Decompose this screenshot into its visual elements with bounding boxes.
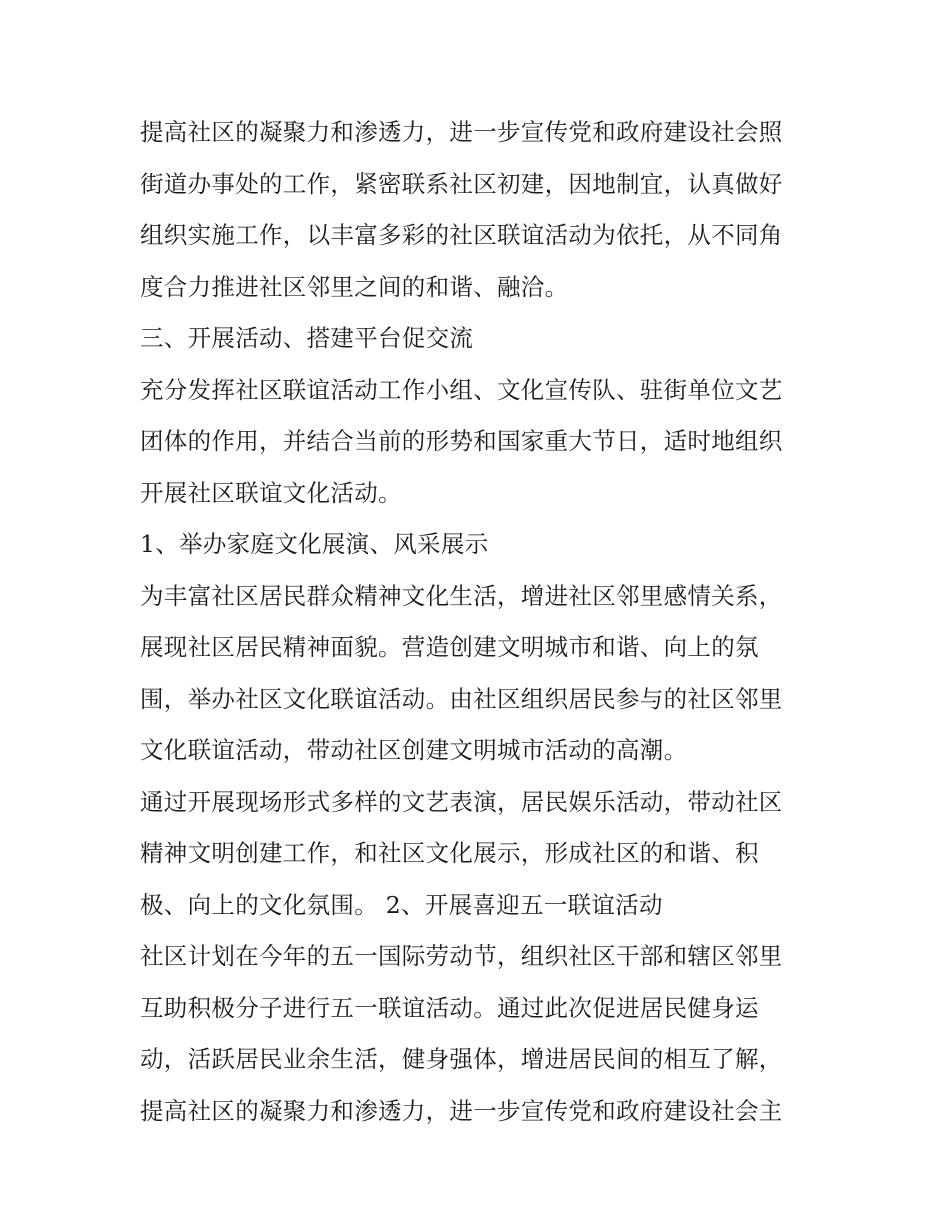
text-line: 动，活跃居民业余生活，健身强体，增进居民间的相互了解，: [140, 1045, 783, 1073]
text-line: 通过开展现场形式多样的文艺表演，居民娱乐活动，带动社区: [140, 787, 783, 816]
text-line: 文化联谊活动，带动社区创建文明城市活动的高潮。: [140, 736, 688, 764]
text-line: 精神文明创建工作，和社区文化展示，形成社区的和谐、积: [140, 839, 759, 867]
text-line: 度合力推进社区邻里之间的和谐、融洽。: [140, 272, 569, 301]
subsection-heading: 1、举办家庭文化展演、风采展示: [140, 530, 489, 558]
text-line: 组织实施工作，以丰富多彩的社区联谊活动为依托，从不同角: [140, 221, 783, 249]
section-heading: 三、开展活动、搭建平台促交流: [140, 324, 474, 352]
text-line: 为丰富社区居民群众精神文化生活，增进社区邻里感情关系，: [140, 581, 783, 610]
text-line: 围，举办社区文化联谊活动。由社区组织居民参与的社区邻里: [140, 684, 783, 713]
text-line: 街道办事处的工作，紧密联系社区初建，因地制宜，认真做好: [140, 169, 783, 198]
text-line: 社区计划在今年的五一国际劳动节，组织社区干部和辖区邻里: [140, 942, 783, 970]
text-line: 提高社区的凝聚力和渗透力，进一步宣传党和政府建设社会照: [140, 118, 783, 146]
text-line: 充分发挥社区联谊活动工作小组、文化宣传队、驻街单位文艺: [140, 375, 783, 404]
document-body: [140, 107, 820, 1137]
text-line: 团体的作用，并结合当前的形势和国家重大节日，适时地组织: [140, 427, 783, 455]
text-line: 开展社区联谊文化活动。: [140, 478, 402, 507]
text-line: 展现社区居民精神面貌。营造创建文明城市和谐、向上的氛: [140, 633, 759, 661]
text-line: 极、向上的文化氛围。 2、开展喜迎五一联谊活动: [140, 890, 663, 919]
text-line: 互助积极分子进行五一联谊活动。通过此次促进居民健身运: [140, 993, 759, 1022]
text-line: 提高社区的凝聚力和渗透力，进一步宣传党和政府建设社会主: [140, 1096, 783, 1125]
